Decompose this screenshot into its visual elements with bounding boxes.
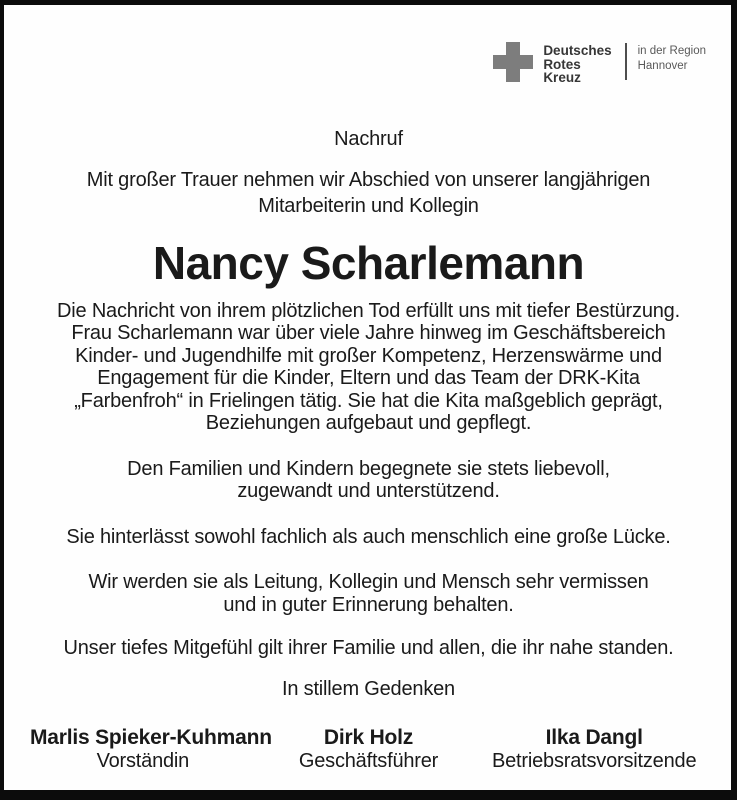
obituary-body	[30, 300, 707, 660]
intro-text	[30, 167, 707, 219]
paragraph-line: Frau Scharlemann war über viele Jahre hinweg im Geschäftsbereich	[71, 322, 666, 344]
paragraph-line: Unser tiefes Mitgefühl gilt ihrer Familie und allen, die ihr nahe standen.	[63, 637, 674, 659]
logo-region	[638, 42, 706, 74]
paragraph-line: Die Nachricht von ihrem plötzlichen Tod erfüllt uns mit tiefer Bestürzung.	[57, 299, 680, 322]
paragraph-line: Engagement für die Kinder, Eltern und das Team der DRK-Kita	[97, 367, 640, 389]
logo-org-line: Kreuz	[543, 70, 581, 85]
paragraph-line: Kinder- und Jugendhilfe mit großer Kompetenz, Herzenswärme und	[75, 344, 662, 367]
signature-block	[256, 726, 482, 773]
signature-block	[481, 726, 707, 773]
logo-region-line: Hannover	[637, 60, 688, 72]
signature-role: Geschäftsführer	[298, 750, 439, 772]
notice-type-heading: Nachruf	[334, 127, 403, 150]
logo-divider	[625, 43, 627, 80]
deceased-name: Nancy Scharlemann	[152, 236, 585, 289]
signature-name: Dirk Holz	[323, 726, 414, 749]
signature-role: Vorständin	[96, 750, 190, 772]
intro-line: Mitarbeiterin und Kollegin	[258, 194, 479, 217]
paragraph-line: Sie hinterlässt sowohl fachlich als auch menschlich eine große Lücke.	[66, 525, 671, 548]
paragraph-line: Beziehungen aufgebaut und gepflegt.	[205, 412, 532, 434]
signature-name: Marlis Spieker-Kuhmann	[30, 726, 272, 749]
obituary-paragraph	[30, 526, 707, 549]
intro-line: Mit großer Trauer nehmen wir Abschied von unserer langjährigen	[86, 168, 651, 191]
drk-logo	[4, 42, 706, 85]
obituary-paragraph	[30, 458, 707, 503]
logo-org-line: Rotes	[543, 56, 581, 72]
obituary-paragraph	[30, 637, 707, 660]
logo-region-line: in der Region	[637, 45, 706, 57]
obituary-content	[4, 127, 731, 774]
red-cross-icon	[493, 42, 533, 82]
signature-role: Betriebsratsvorsitzende	[491, 750, 697, 772]
logo-org-line: Deutsches	[543, 43, 612, 58]
signature-name: Ilka Dangl	[545, 726, 643, 749]
signatures-row	[30, 726, 707, 773]
paragraph-line: und in guter Erinnerung behalten.	[223, 593, 514, 616]
signature-block	[30, 726, 272, 773]
paragraph-line: Den Familien und Kindern begegnete sie stets liebevoll,	[127, 457, 610, 480]
obituary-paragraph	[30, 571, 707, 616]
paragraph-line: zugewandt und unterstützend.	[237, 480, 500, 502]
obituary-paragraph	[30, 300, 707, 435]
paragraph-line: „Farbenfroh“ in Frielingen tätig. Sie hat die Kita maßgeblich geprägt,	[74, 389, 663, 412]
logo-org-name	[543, 42, 611, 85]
closing-formula: In stillem Gedenken	[282, 677, 455, 700]
paragraph-line: Wir werden sie als Leitung, Kollegin und Mensch sehr vermissen	[88, 571, 649, 593]
